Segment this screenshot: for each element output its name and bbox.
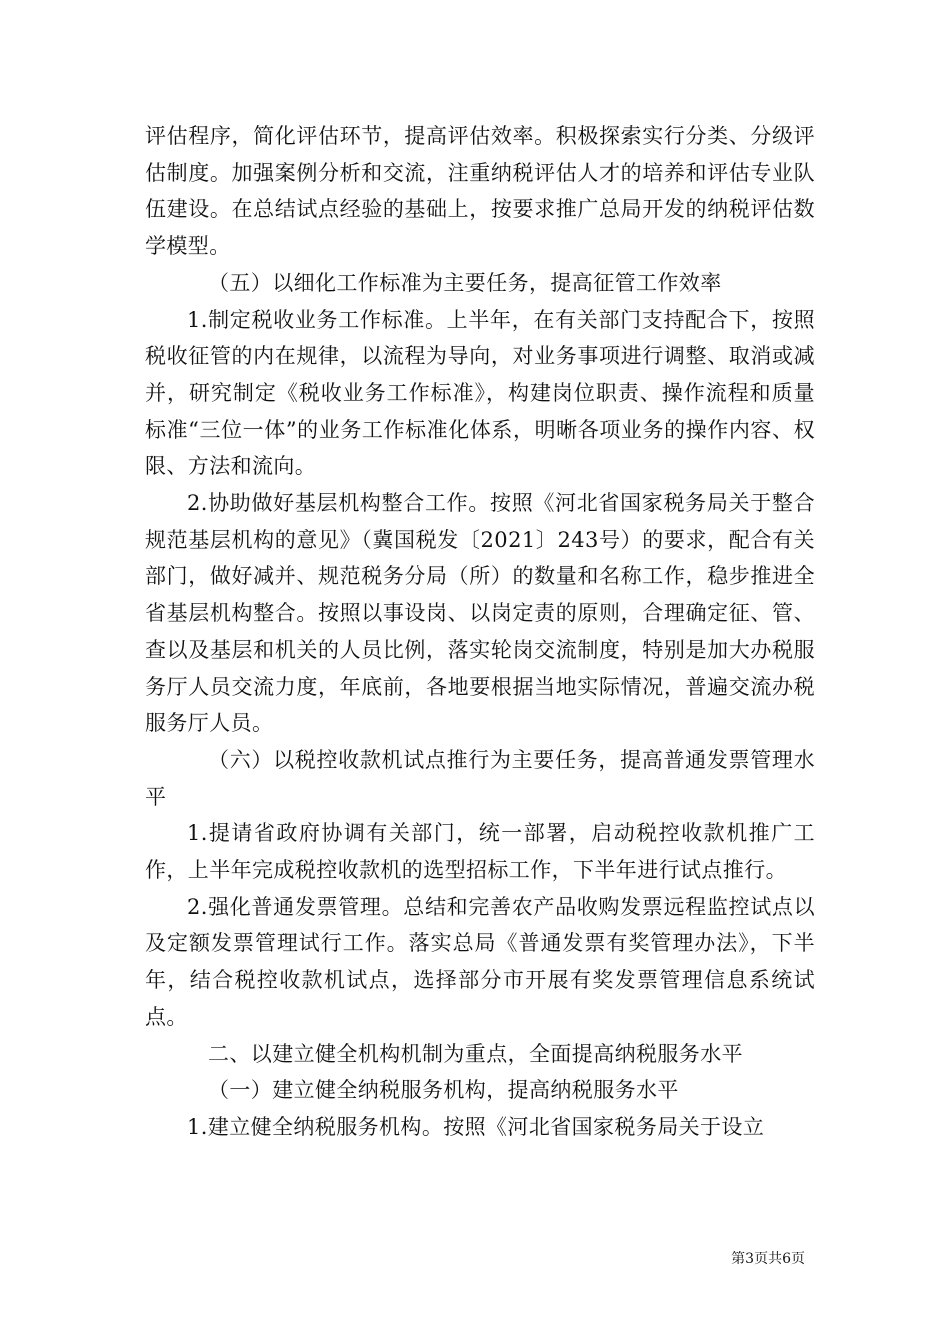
paragraph-item-1: 1.制定税收业务工作标准。上半年，在有关部门支持配合下，按照税收征管的内在规律，以流程为导向，对业务事项进行调整、取消或减并，研究制定《税收业务工作标准》，构建岗位职责、操作流程和质量标准“三位一体”的业务工作标准化体系，明晰各项业务的操作内容、权限、方法和流向。	[145, 307, 815, 479]
section-heading-one: （一）建立健全纳税服务机构，提高纳税服务水平	[208, 1078, 679, 1103]
document-body	[145, 118, 815, 1146]
paragraph-item-1: 1.建立健全纳税服务机构。按照《河北省国家税务局关于设立	[187, 1114, 765, 1139]
paragraph-continuation: 评估程序，简化评估环节，提高评估效率。积极探索实行分类、分级评估制度。加强案例分析和交流，注重纳税评估人才的培养和评估专业队伍建设。在总结试点经验的基础上，按要求推广总局开发的纳税评估数学模型。	[145, 124, 815, 259]
paragraph-item-2: 2.协助做好基层机构整合工作。按照《河北省国家税务局关于整合规范基层机构的意见》（冀国税发〔2021〕243号）的要求，配合有关部门，做好减并、规范税务分局（所）的数量和名称工作，稳步推进全省基层机构整合。按照以事设岗、以岗定责的原则，合理确定征、管、查以及基层和机关的人员比例，落实轮岗交流制度，特别是加大办税服务厅人员交流力度，年底前，各地要根据当地实际情况，普遍交流办税服务厅人员。	[145, 491, 815, 736]
section-heading-five: （五）以细化工作标准为主要任务，提高征管工作效率	[208, 270, 722, 295]
paragraph-item-2: 2.强化普通发票管理。总结和完善农产品收购发票远程监控试点以及定额发票管理试行工作。落实总局《普通发票有奖管理办法》，下半年，结合税控收款机试点，选择部分市开展有奖发票管理信息系统试点。	[145, 894, 815, 1029]
page-number: 第3页共6页	[731, 1251, 805, 1267]
section-heading-six: （六）以税控收款机试点推行为主要任务，提高普通发票管理水平	[145, 747, 815, 809]
chapter-heading-two: 二、以建立健全机构机制为重点，全面提高纳税服务水平	[208, 1041, 743, 1066]
paragraph-item-1: 1.提请省政府协调有关部门，统一部署，启动税控收款机推广工作，上半年完成税控收款机的选型招标工作，下半年进行试点推行。	[145, 821, 815, 883]
